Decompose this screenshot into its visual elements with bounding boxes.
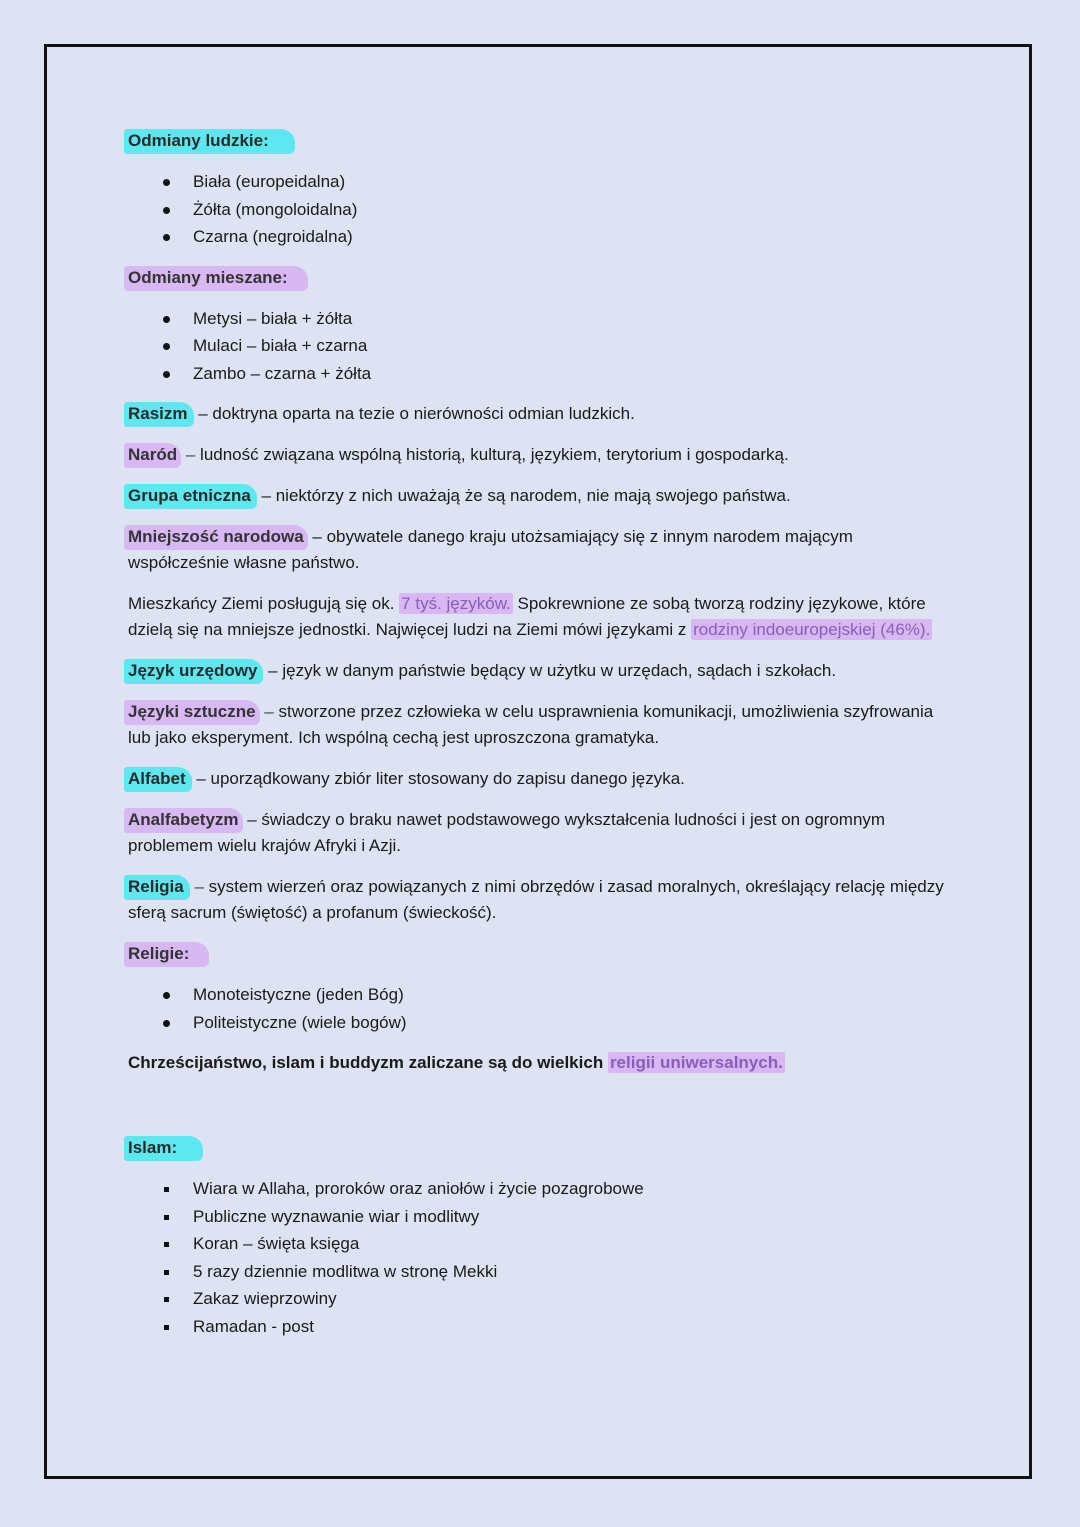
list-item: Koran – święta księga (128, 1230, 948, 1258)
paragraph-religie-uniwersalne: Chrześcijaństwo, islam i buddyzm zaliczane są do wielkich religii uniwersalnych. (128, 1053, 783, 1072)
document-content (128, 128, 948, 1354)
heading-islam: Islam: (128, 1135, 948, 1161)
definition-religia: Religia – system wierzeń oraz powiązanych z nimi obrzędów i zasad moralnych, określający relację między sferą sacrum (świętość) a profanum (świeckość). (128, 874, 948, 926)
list-item: Politeistyczne (wiele bogów) (128, 1009, 948, 1037)
list-odmiany-mieszane (128, 305, 948, 388)
definition-mniejszosc-narodowa: Mniejszość narodowa – obywatele danego kraju utożsamiający się z innym narodem mającym współcześnie własne państwo. (128, 524, 948, 576)
list-odmiany-ludzkie (128, 168, 948, 251)
list-item: Metysi – biała + żółta (128, 305, 948, 333)
spacer (128, 1091, 948, 1135)
definition-narod: Naród – ludność związana wspólną historią, kulturą, językiem, terytorium i gospodarką. (128, 442, 948, 468)
list-item: Zambo – czarna + żółta (128, 360, 948, 388)
list-item: Ramadan - post (128, 1313, 948, 1341)
list-item: Zakaz wieprzowiny (128, 1285, 948, 1313)
list-islam (128, 1175, 948, 1340)
list-item: 5 razy dziennie modlitwa w stronę Mekki (128, 1258, 948, 1286)
heading-religie: Religie: (128, 941, 948, 967)
definition-analfabetyzm: Analfabetyzm – świadczy o braku nawet podstawowego wykształcenia ludności i jest on ogromnym problemem wielu krajów Afryki i Azji. (128, 807, 948, 859)
paragraph-jezyki-info: Mieszkańcy Ziemi posługują się ok. 7 tyś. języków. Spokrewnione ze sobą tworzą rodziny językowe, które dzielą się na mniejsze jednostki. Najwięcej ludzi na Ziemi mówi językami z rodziny indoeuropejskiej (46%). (128, 594, 931, 639)
definition-alfabet: Alfabet – uporządkowany zbiór liter stosowany do zapisu danego języka. (128, 766, 948, 792)
list-item: Czarna (negroidalna) (128, 223, 948, 251)
definition-rasizm: Rasizm – doktryna oparta na tezie o nierówności odmian ludzkich. (128, 401, 948, 427)
list-item: Żółta (mongoloidalna) (128, 196, 948, 224)
definition-grupa-etniczna: Grupa etniczna – niektórzy z nich uważają że są narodem, nie mają swojego państwa. (128, 483, 948, 509)
definition-jezyk-urzedowy: Język urzędowy – język w danym państwie będący w użytku w urzędach, sądach i szkołach. (128, 658, 948, 684)
list-item: Publiczne wyznawanie wiar i modlitwy (128, 1203, 948, 1231)
list-item: Monoteistyczne (jeden Bóg) (128, 981, 948, 1009)
heading-odmiany-ludzkie: Odmiany ludzkie: (128, 128, 948, 154)
heading-odmiany-mieszane: Odmiany mieszane: (128, 265, 948, 291)
definition-jezyki-sztuczne: Języki sztuczne – stworzone przez człowieka w celu usprawnienia komunikacji, umożliwienia szyfrowania lub jako eksperyment. Ich wspólną cechą jest uproszczona gramatyka. (128, 699, 948, 751)
list-religie (128, 981, 948, 1036)
list-item: Mulaci – biała + czarna (128, 332, 948, 360)
list-item: Biała (europeidalna) (128, 168, 948, 196)
list-item: Wiara w Allaha, proroków oraz aniołów i życie pozagrobowe (128, 1175, 948, 1203)
